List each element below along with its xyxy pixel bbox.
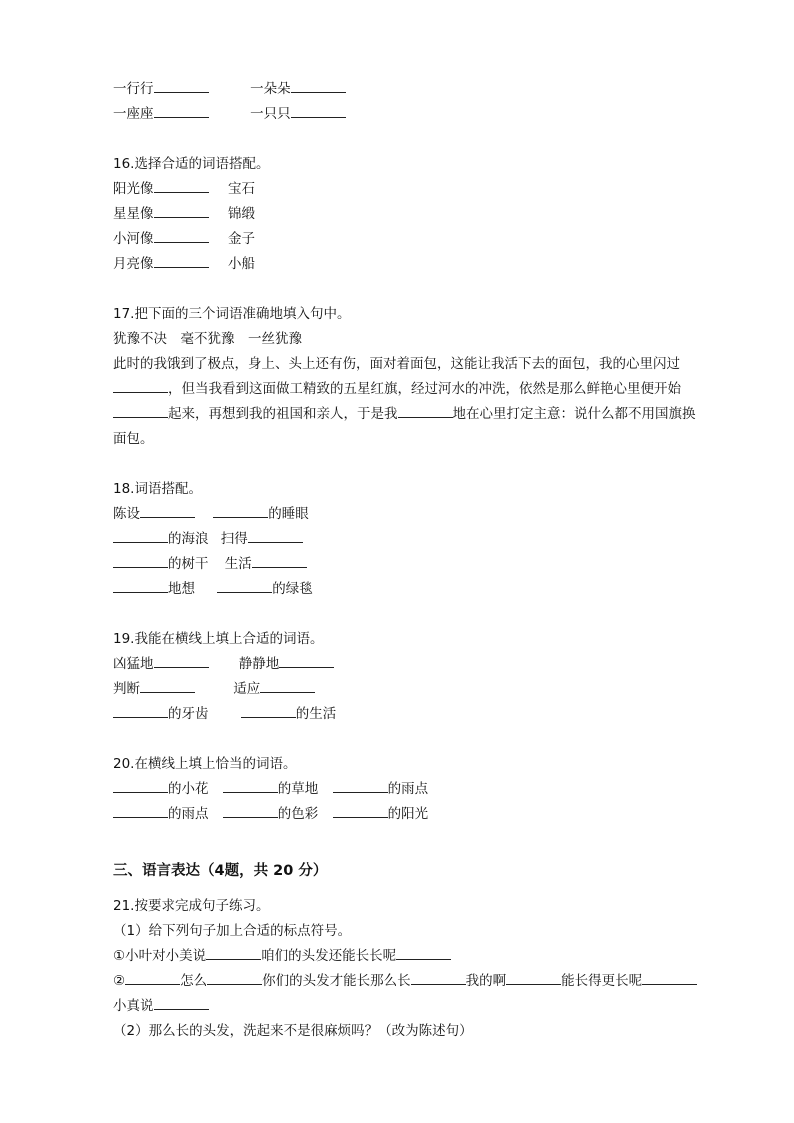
q20-row — [113, 780, 428, 798]
q20-word: 的雨点 — [168, 806, 209, 822]
q21-text: 你们的头发才能长那么长 — [262, 973, 411, 989]
q19-word: 的牙齿 — [168, 706, 209, 722]
q19-row — [113, 655, 334, 673]
answer-blank[interactable] — [154, 230, 209, 243]
answer-blank[interactable] — [248, 530, 303, 543]
q19-word: 判断 — [113, 681, 140, 697]
q20-word: 的草地 — [277, 781, 319, 797]
q18-word: 地想 — [168, 581, 195, 597]
answer-blank[interactable] — [398, 405, 453, 418]
q17-paragraph-line — [113, 405, 696, 423]
q19-title: 19.我能在横线上填上合适的词语。 — [113, 631, 324, 647]
answer-blank[interactable] — [223, 780, 278, 793]
q17-text: ，但当我看到这面做工精致的五星红旗，经过河水的冲洗，依然是那么鲜艳心里便开始 — [168, 381, 681, 397]
answer-blank[interactable] — [140, 680, 195, 693]
q16-left-item: 星星像 — [113, 206, 154, 222]
answer-blank[interactable] — [279, 655, 334, 668]
answer-blank[interactable] — [252, 555, 307, 568]
q20-word: 的阳光 — [387, 806, 429, 822]
q16-right-item: 宝石 — [228, 181, 255, 197]
q21-text: 咱们的头发还能长长呢 — [261, 948, 397, 964]
q17-paragraph-line: 此时的我饿到了极点，身上、头上还有伤，面对着面包，这能让我活下去的面包，我的心里闪过 — [113, 356, 680, 372]
q21-text: 怎么 — [180, 973, 208, 989]
answer-blank[interactable] — [291, 105, 346, 118]
q18-word: 扫得 — [220, 531, 248, 547]
answer-blank[interactable] — [333, 805, 388, 818]
answer-blank[interactable] — [411, 972, 466, 985]
answer-blank[interactable] — [140, 505, 195, 518]
q21-text: 小真说 — [113, 998, 154, 1014]
q21-sentence-2 — [113, 972, 697, 990]
q18-row — [113, 505, 309, 523]
q15-row-2 — [113, 105, 346, 123]
q18-word: 的海浪 — [168, 531, 209, 547]
answer-blank[interactable] — [113, 405, 168, 418]
q21-text: ①小叶对小美说 — [113, 948, 207, 964]
answer-blank[interactable] — [642, 972, 697, 985]
q18-row — [113, 530, 303, 548]
q21-sub1: （1）给下列句子加上合适的标点符号。 — [113, 923, 352, 939]
q16-title: 16.选择合适的词语搭配。 — [113, 156, 270, 172]
q15-word: 一座座 — [113, 106, 154, 122]
answer-blank[interactable] — [396, 947, 451, 960]
q15-row-1 — [113, 80, 346, 98]
q19-row — [113, 705, 336, 723]
q18-word: 陈设 — [113, 506, 140, 522]
q21-sentence-3 — [113, 997, 209, 1015]
q17-word-bank: 犹豫不决 毫不犹豫 一丝犹豫 — [113, 331, 302, 347]
q17-text: 起来，再想到我的祖国和亲人，于是我 — [168, 406, 398, 422]
q16-left-item: 月亮像 — [113, 256, 154, 272]
q18-word: 的睡眼 — [268, 506, 309, 522]
answer-blank[interactable] — [506, 972, 561, 985]
answer-blank[interactable] — [113, 380, 168, 393]
q19-word: 适应 — [233, 681, 261, 697]
q17-paragraph-line: 面包。 — [113, 431, 154, 447]
q16-row — [113, 230, 255, 248]
q19-row — [113, 680, 315, 698]
q18-row — [113, 580, 313, 598]
q17-paragraph-line — [113, 380, 681, 398]
q16-row — [113, 205, 255, 223]
q15-word: 一行行 — [113, 81, 154, 97]
q19-word: 的生活 — [295, 706, 337, 722]
answer-blank[interactable] — [113, 705, 168, 718]
answer-blank[interactable] — [154, 180, 209, 193]
section-heading: 三、语言表达（4题，共 20 分） — [113, 863, 328, 879]
q21-text: 我的啊 — [465, 973, 507, 989]
q20-row — [113, 805, 428, 823]
answer-blank[interactable] — [154, 655, 209, 668]
q15-word: 一朵朵 — [250, 81, 291, 97]
answer-blank[interactable] — [125, 972, 180, 985]
q19-word: 静静地 — [238, 656, 280, 672]
q16-row — [113, 180, 255, 198]
q16-left-item: 小河像 — [113, 231, 154, 247]
q21-sentence-1 — [113, 947, 451, 965]
q21-title: 21.按要求完成句子练习。 — [113, 898, 270, 914]
answer-blank[interactable] — [113, 530, 168, 543]
q17-title: 17.把下面的三个词语准确地填入句中。 — [113, 306, 351, 322]
q16-left-item: 阳光像 — [113, 181, 154, 197]
answer-blank[interactable] — [113, 580, 168, 593]
q20-word: 的色彩 — [277, 806, 319, 822]
q20-word: 的小花 — [168, 781, 209, 797]
answer-blank[interactable] — [217, 580, 272, 593]
answer-blank[interactable] — [213, 505, 268, 518]
answer-blank[interactable] — [154, 255, 209, 268]
answer-blank[interactable] — [223, 805, 278, 818]
q21-text: 能长得更长呢 — [561, 973, 643, 989]
q18-word: 的树干 — [168, 556, 209, 572]
answer-blank[interactable] — [206, 947, 261, 960]
answer-blank[interactable] — [154, 205, 209, 218]
answer-blank[interactable] — [113, 780, 168, 793]
q20-title: 20.在横线上填上恰当的词语。 — [113, 756, 297, 772]
q18-word: 的绿毯 — [272, 581, 313, 597]
answer-blank[interactable] — [113, 555, 168, 568]
q16-row — [113, 255, 255, 273]
answer-blank[interactable] — [154, 105, 209, 118]
q21-sub2: （2）那么长的头发，洗起来不是很麻烦吗？（改为陈述句） — [113, 1023, 473, 1039]
q16-right-item: 金子 — [228, 231, 255, 247]
q20-word: 的雨点 — [387, 781, 429, 797]
q19-word: 凶猛地 — [113, 656, 154, 672]
answer-blank[interactable] — [154, 80, 209, 93]
answer-blank[interactable] — [113, 805, 168, 818]
answer-blank[interactable] — [291, 80, 346, 93]
q16-right-item: 小船 — [228, 256, 255, 272]
q17-text: 地在心里打定主意：说什么都不用国旗换 — [452, 406, 696, 422]
q15-word: 一只只 — [250, 106, 291, 122]
answer-blank[interactable] — [207, 972, 262, 985]
q18-title: 18.词语搭配。 — [113, 481, 202, 497]
q21-text: ② — [113, 973, 126, 989]
q18-word: 生活 — [224, 556, 252, 572]
answer-blank[interactable] — [241, 705, 296, 718]
answer-blank[interactable] — [333, 780, 388, 793]
q16-right-item: 锦缎 — [228, 206, 255, 222]
answer-blank[interactable] — [260, 680, 315, 693]
q18-row — [113, 555, 307, 573]
answer-blank[interactable] — [154, 997, 209, 1010]
